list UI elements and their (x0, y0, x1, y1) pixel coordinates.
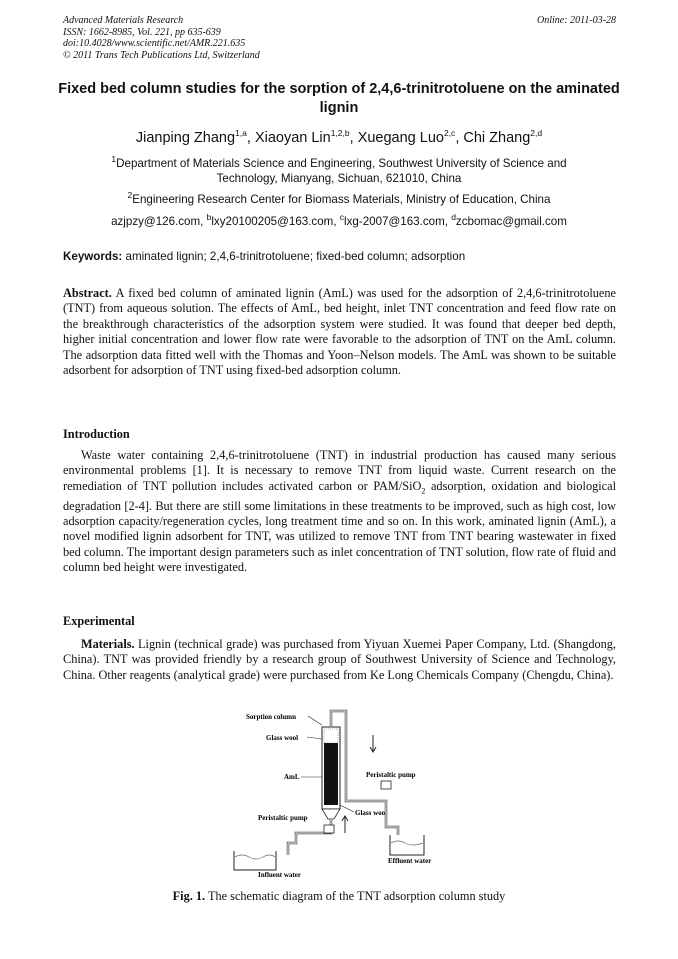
left-pump-icon (324, 825, 334, 833)
author-superscript: 1,2,b (330, 128, 350, 139)
doi-line: doi:10.4028/www.scientific.net/AMR.221.635 (63, 38, 246, 49)
label-peristaltic-pump-left: Peristaltic pump (258, 814, 308, 822)
keywords-text: aminated lignin; 2,4,6-trinitrotoluene; fixed-bed column; adsorption (122, 250, 466, 263)
journal-name: Advanced Materials Research (63, 15, 184, 26)
experimental-heading: Experimental (63, 614, 135, 628)
caption-label: Fig. 1. (172, 889, 206, 903)
journal-header (63, 15, 616, 61)
affiliation-text: Engineering Research Center for Biomass Materials, Ministry of Education, China (132, 193, 551, 206)
introduction-paragraph (63, 448, 616, 576)
affiliation-2 (80, 192, 598, 207)
materials-label: Materials. (81, 637, 135, 651)
email: lxg-2007@163.com, (344, 215, 452, 228)
introduction-heading: Introduction (63, 427, 130, 441)
online-date: Online: 2011-03-28 (537, 15, 616, 26)
label-peristaltic-pump-right: Peristaltic pump (366, 771, 416, 779)
issn-line: ISSN: 1662-8985, Vol. 221, pp 635-639 (63, 26, 221, 38)
leader-line (308, 716, 322, 725)
label-glass-wool-bottom: Glass wool (355, 809, 388, 817)
author-name: Xiaoyan Lin (254, 130, 331, 146)
email-superscript: b (206, 212, 212, 223)
email: azjpzy@126.com, (111, 215, 207, 228)
label-effluent-water: Effluent water (388, 857, 432, 865)
tubing-left (288, 819, 331, 855)
column-outlet (322, 809, 340, 819)
aml-bed (324, 743, 338, 805)
label-sorption-column: Sorption column (246, 713, 296, 721)
figure-1 (228, 705, 450, 880)
paper-title: Fixed bed column studies for the sorption of 2,4,6-trinitrotoluene on the aminated lignin (58, 81, 620, 116)
author-name: Chi Zhang (463, 130, 531, 146)
label-influent-water: Influent water (258, 871, 301, 879)
tubing-left-inner (288, 819, 331, 855)
author-superscript: 1,a (235, 128, 247, 139)
email-line (40, 214, 638, 229)
email-superscript: d (451, 212, 456, 223)
email-superscript: c (339, 212, 345, 223)
email: lxy20100205@163.com, (211, 215, 340, 228)
influent-water-surface (235, 855, 275, 859)
subscript: 2 (421, 486, 426, 496)
leader-line (307, 737, 322, 739)
materials-paragraph (63, 637, 616, 683)
down-arrow-icon (370, 735, 376, 752)
author-name: Xuegang Luo (357, 130, 444, 146)
author-list: Jianping Zhang$^{1,a}$, Xiaoyan Lin$^{1,2,b}$, Xuegang Luo$^{2,c}$, Chi Zhang$^{2,d}$ (135, 128, 543, 146)
right-pump-icon (381, 781, 391, 789)
up-arrow-icon (342, 816, 348, 833)
influent-beaker (234, 851, 276, 870)
author-name: Jianping Zhang (135, 130, 236, 146)
affiliation-superscript: 1 (111, 154, 117, 165)
effluent-water-surface (391, 841, 423, 845)
affiliation-superscript: 2 (127, 190, 133, 201)
affiliation-text: Department of Materials Science and Engineering, Southwest University of Science and Technology, Mianyang, Sichuan, 621010, China (116, 157, 567, 185)
email: zcbomac@gmail.com (455, 215, 567, 228)
introduction-text: adsorption, oxidation and biological degradation [2-4]. But there are still some limitations in these treatments to be improved, such as high cost, low adsorption capacity/regeneration cycles, long treatment time and so on. In this work, aminated lignin (AmL), a novel modified lignin adsorbent for TNT, was utilized to remove TNT from TNT bearing wastewater in fixed bed column. The important design parameters such as inlet concentration of TNT solution, flow rate of fluid and column bed height were investigated. (63, 478, 616, 575)
keywords-label: Keywords: (63, 250, 123, 263)
label-aml: AmL (284, 773, 300, 781)
effluent-beaker (390, 835, 424, 855)
affiliation-1 (80, 156, 598, 186)
copyright-line: © 2011 Trans Tech Publications Ltd, Switzerland (63, 49, 260, 61)
abstract (63, 286, 616, 378)
keywords (63, 250, 616, 263)
materials-text: Lignin (technical grade) was purchased from Yiyuan Xuemei Paper Company, Ltd. (Shangdong, China). TNT was provided friendly by a research group of Southwest University of Science and Technology, China. Other reagents (analytical grade) were purchased from Ke Long Chemicals Company (Chengdu, China). (63, 637, 616, 682)
leader-line (340, 805, 354, 812)
figure-caption (0, 889, 678, 904)
abstract-text: A fixed bed column of aminated lignin (AmL) was used for the adsorption of 2,4,6-trinitrotoluene (TNT) from aqueous solution. The effects of AmL, bed height, inlet TNT concentration and feed flow rate on the breakthrough characteristics of the adsorption system were studied. It was found that deeper bed depth, higher initial concentration and lower flow rate were favorable to the adsorption of TNT on the AmL column. The adsorption data fitted well with the Thomas and Yoon–Nelson models. The AmL was shown to be suitable adsorbent for adsorption of TNT using fixed-bed adsorption column. (63, 286, 616, 378)
author-superscript: 2,d (530, 128, 543, 139)
author-superscript: 2,c (443, 128, 456, 139)
label-glass-wool-top: Glass wool (266, 734, 299, 742)
introduction-text: Waste water containing 2,4,6-trinitrotoluene (TNT) in industrial production has caused many serious environmental problems [1]. It is necessary to remove TNT from liquid waste. Current research on the remediation of TNT pollution includes activated carbon or PAM/SiO (63, 448, 616, 493)
glass-wool-top (324, 729, 338, 743)
caption-text: The schematic diagram of the TNT adsorption column study (205, 889, 506, 903)
column-schematic (228, 705, 450, 880)
abstract-label: Abstract. (63, 286, 112, 300)
